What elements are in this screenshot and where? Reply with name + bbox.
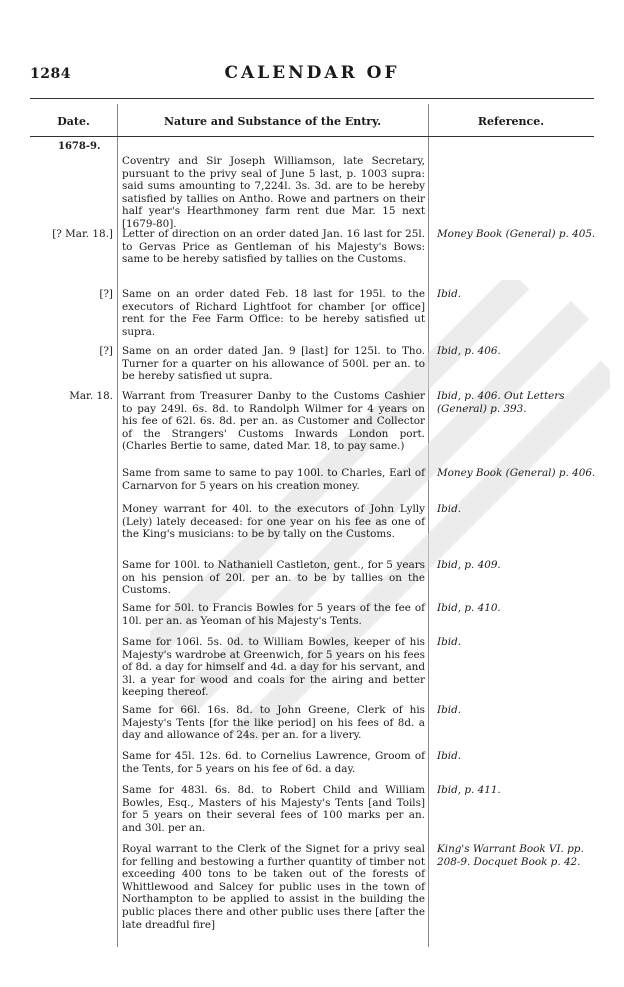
entry-reference: Money Book (General) p. 406. [437, 467, 596, 479]
entry-text: Same for 106l. 5s. 0d. to William Bowles, keeper of his Majesty's wardrobe at Greenwich, for 5 years on his fees of 8d. a day for himself and 4d. a day for his servant, and 3l. a year for wood and coals for the airing and better keeping thereof. [122, 636, 425, 699]
entry-date: [?] [99, 288, 113, 300]
entry-text: Royal warrant to the Clerk of the Signet for a privy seal for felling and bestowing a further quantity of timber not exceeding 400 tons to be taken out of the forests of Whittlewood and Salcey for public uses in the town of Northampton to be applied to assist in the building the public places there and other public uses there [after the late dreadful fire] [122, 843, 425, 931]
entry-text: Same for 45l. 12s. 6d. to Cornelius Lawrence, Groom of the Tents, for 5 years on his fee of 6d. a day. [122, 750, 425, 775]
column-header-date: Date. [57, 115, 90, 128]
entry-reference: Ibid. [437, 750, 462, 762]
header-rule [30, 136, 594, 137]
entry-reference: Ibid, p. 409. [437, 559, 501, 571]
entry-text: Money warrant for 40l. to the executors of John Lylly (Lely) lately deceased: for one year on his fee as one of the King's musicians: to be by tally on the Customs. [122, 503, 425, 541]
entry-date: Mar. 18. [69, 390, 113, 402]
entry-reference: Ibid. [437, 704, 462, 716]
entry-reference: Money Book (General) p. 405. [437, 228, 596, 240]
entry-date: [?] [99, 345, 113, 357]
entry-text: Same for 483l. 6s. 8d. to Robert Child and William Bowles, Esq., Masters of his Majesty's Tents [and Toils] for 5 years on their several fees of 100 marks per an. and 30l. per an. [122, 784, 425, 834]
page-number: 1284 [30, 66, 71, 82]
entry-text: Warrant from Treasurer Danby to the Customs Cashier to pay 249l. 6s. 8d. to Randolph Wilmer for 4 years on his fee of 62l. 6s. 8d. per an. as Customer and Collector of the Strangers' Customs Inwards London port. (Charles Bertie to same, dated Mar. 18, to pay same.) [122, 390, 425, 453]
entry-text: Same for 100l. to Nathaniell Castleton, gent., for 5 years on his pension of 20l. per an. to be by tallies on the Customs. [122, 559, 425, 597]
entry-reference: Ibid, p. 406. [437, 345, 501, 357]
entry-text: Letter of direction on an order dated Jan. 16 last for 25l. to Gervas Price as Gentleman of his Majesty's Bows: same to be hereby satisfied by tallies on the Customs. [122, 228, 425, 266]
column-rule-right [428, 104, 429, 947]
entry-reference: Ibid. [437, 288, 462, 300]
entry-reference: King's Warrant Book VI. pp. 208-9. Docquet Book p. 42. [437, 843, 584, 868]
entry-reference: Ibid, p. 406. Out Letters (General) p. 393. [437, 390, 565, 415]
entry-text: Same for 66l. 16s. 8d. to John Greene, Clerk of his Majesty's Tents [for the like period] on his fees of 8d. a day and allowance of 24s. per an. for a livery. [122, 704, 425, 742]
entry-reference: Ibid, p. 410. [437, 602, 501, 614]
entry-reference: Ibid. [437, 636, 462, 648]
entry-text: Same from same to same to pay 100l. to Charles, Earl of Carnarvon for 5 years on his creation money. [122, 467, 425, 492]
running-head: CALENDAR OF [224, 63, 400, 83]
column-header-nature: Nature and Substance of the Entry. [163, 115, 382, 128]
year-label: 1678-9. [58, 141, 101, 152]
top-rule [30, 98, 594, 99]
entry-text: Same on an order dated Jan. 9 [last] for 125l. to Tho. Turner for a quarter on his allowance of 500l. per an. to be hereby satisfied ut supra. [122, 345, 425, 383]
entry-text: Same on an order dated Feb. 18 last for 195l. to the executors of Richard Lightfoot for chamber [or office] rent for the Fee Farm Office: to be hereby satisfied ut supra. [122, 288, 425, 338]
entry-text: Coventry and Sir Joseph Williamson, late Secretary, pursuant to the privy seal of June 5 last, p. 1003 supra: said sums amounting to 7,224l. 3s. 3d. are to be hereby satisfied by tallies on Antho. Rowe and partners on their half year's Hearthmoney farm rent due Mar. 15 next [1679-80]. [122, 155, 425, 230]
entry-reference: Ibid. [437, 503, 462, 515]
column-header-reference: Reference. [477, 115, 545, 128]
entry-text: Same for 50l. to Francis Bowles for 5 years of the fee of 10l. per an. as Yeoman of his Majesty's Tents. [122, 602, 425, 627]
column-rule-left [117, 104, 118, 947]
entry-date: [? Mar. 18.] [52, 228, 113, 240]
entry-reference: Ibid, p. 411. [437, 784, 501, 796]
